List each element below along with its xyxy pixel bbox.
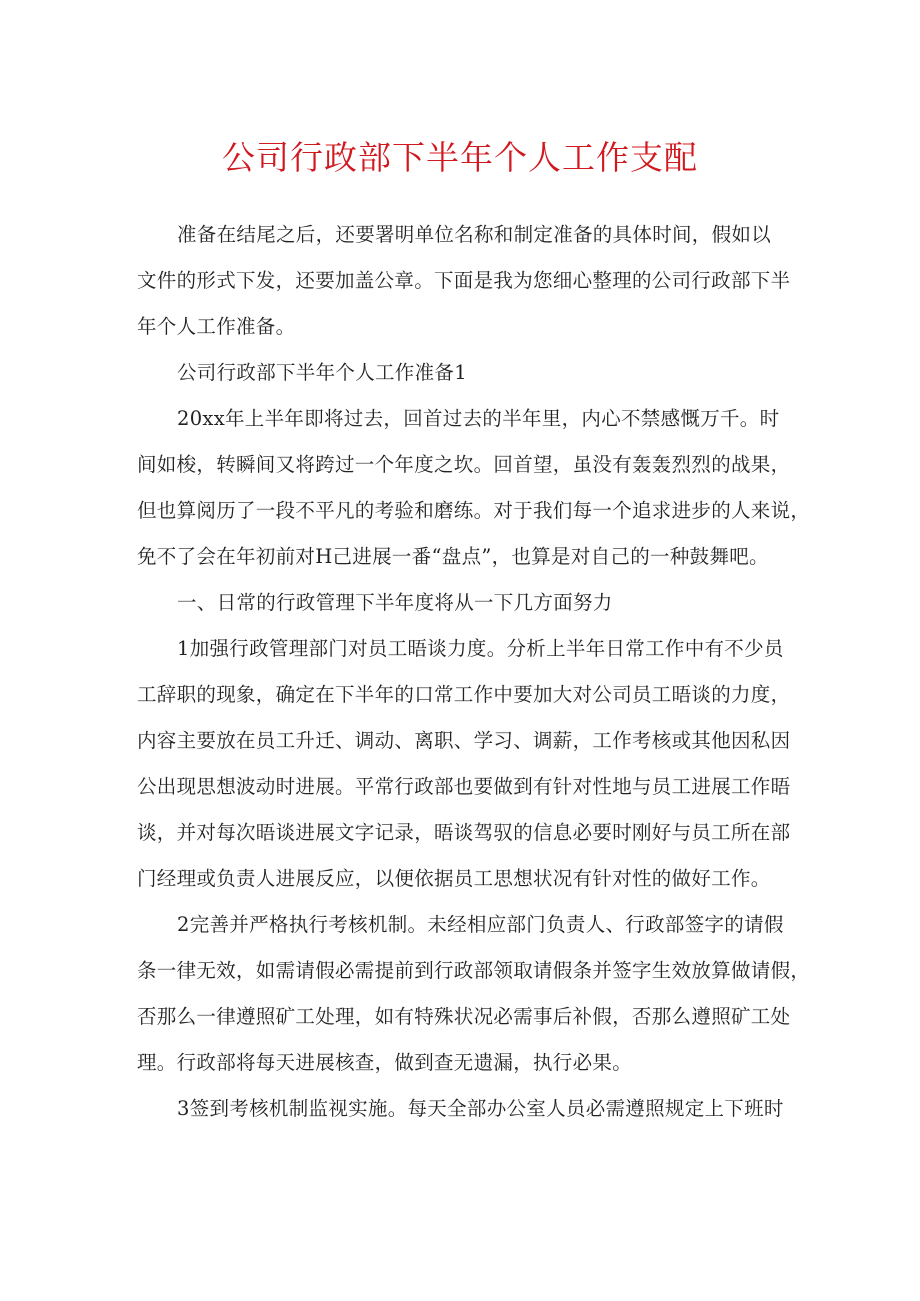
item-2-line-3: 否那么一律遵照矿工处理，如有特殊状况必需事后补假，否那么遵照矿工处 [137, 1005, 791, 1028]
item-3-line-1: 3签到考核机制监视实施。每天全部办公室人员必需遵照规定上下班时 [177, 1097, 784, 1120]
item-1-line-2: 工辞职的现象，确定在下半年的口常工作中要加大对公司员工晤谈的力度， [137, 683, 791, 706]
document-body [137, 212, 811, 1132]
section-heading-daily-admin: 一、日常的行政管理下半年度将从一下几方面努力 [177, 591, 613, 614]
item-1-line-6: 门经理或负责人进展反应，以便依据员工思想状况有针对性的做好工作。 [137, 867, 771, 890]
item-1-line-5: 谈，并对每次晤谈进展文字记录，晤谈驾驭的信息必要时刚好与员工所在部 [137, 821, 791, 844]
item-2-line-1: 2完善并严格执行考核机制。未经相应部门负责人、行政部签字的请假 [177, 913, 784, 936]
item-2-line-2: 条一律无效，如需请假必需提前到行政部领取请假条并签字生效放算做请假， [137, 959, 811, 982]
document-title: 公司行政部下半年个人工作支配 [222, 138, 698, 177]
paragraph-intro-line-2: 文件的形式下发，还要加盖公章。下面是我为您细心整理的公司行政部下半 [137, 269, 791, 292]
paragraph-review-line-2: 间如梭，转瞬间又将跨过一个年度之坎。回首望，虽没有轰轰烈烈的战果， [137, 453, 791, 476]
item-1-line-1: 1加强行政管理部门对员工晤谈力度。分析上半年日常工作中有不少员 [177, 637, 784, 660]
item-2-line-4: 理。行政部将每天进展核查，做到查无遗漏，执行必果。 [137, 1051, 633, 1074]
paragraph-intro-line-3: 年个人工作准备。 [137, 315, 296, 338]
item-1-line-4: 公出现思想波动时进展。平常行政部也要做到有针对性地与员工进展工作晤 [137, 775, 791, 798]
section-heading-plan-1: 公司行政部下半年个人工作准备1 [177, 361, 467, 384]
paragraph-review-line-4: 免不了会在年初前对H己进展一番“盘点”，也算是对自己的一种鼓舞吧。 [137, 545, 769, 568]
paragraph-intro-line-1: 准备在结尾之后，还要署明单位名称和制定准备的具体时间，假如以 [177, 223, 772, 246]
paragraph-review-line-1: 20xx年上半年即将过去，回首过去的半年里，内心不禁感慨万千。时 [177, 407, 780, 430]
paragraph-review-line-3: 但也算阅历了一段不平凡的考验和磨练。对于我们每一个追求进步的人来说， [137, 499, 811, 522]
item-1-line-3: 内容主要放在员工升迁、调动、离职、学习、调薪，工作考核或其他因私因 [137, 729, 791, 752]
